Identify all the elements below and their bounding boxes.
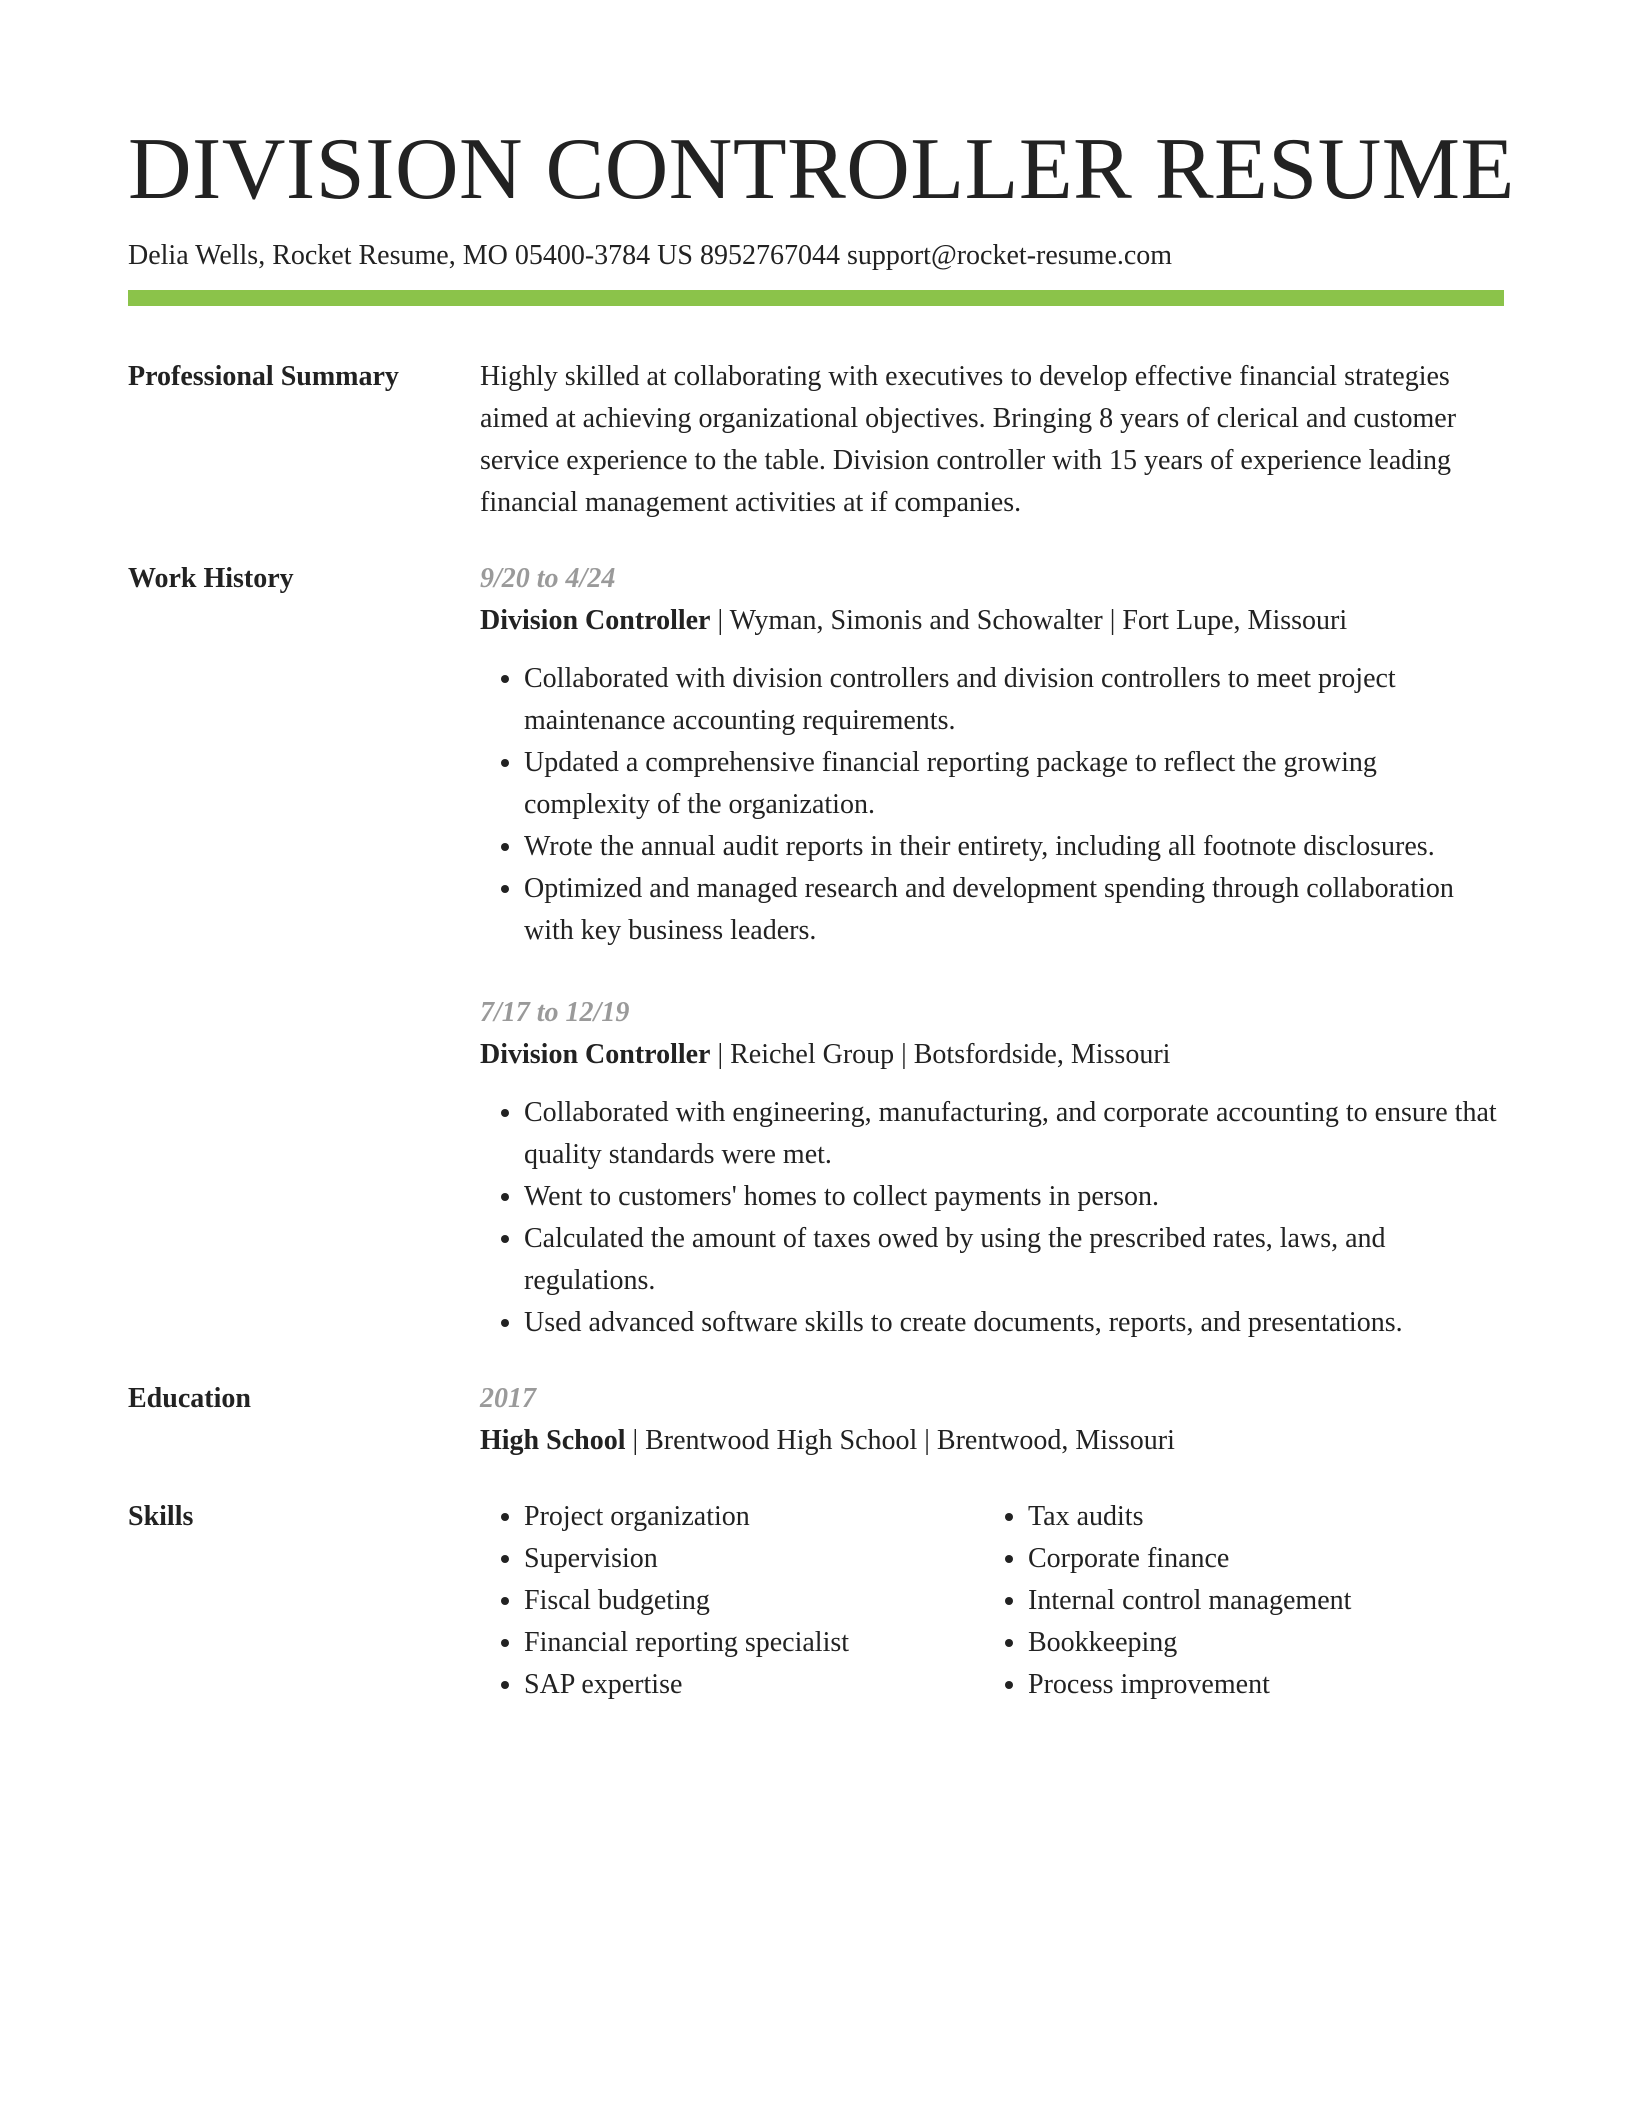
skills-section <box>128 1496 1504 1706</box>
list-item: • Collaborated with division controllers and division controllers to meet project maintenance accounting requirements. <box>524 658 1504 742</box>
job-bullets <box>480 1092 1504 1344</box>
education-section <box>128 1378 1504 1462</box>
skills-columns <box>480 1496 1504 1706</box>
list-item: • SAP expertise <box>524 1664 984 1706</box>
work-history-section <box>128 558 1504 1344</box>
list-item: • Fiscal budgeting <box>524 1580 984 1622</box>
job-title-line <box>480 600 1504 642</box>
education-line <box>480 1420 1504 1462</box>
list-item: • Tax audits <box>1028 1496 1504 1538</box>
section-label-education: Education <box>128 1383 251 1414</box>
list-item: • Calculated the amount of taxes owed by using the prescribed rates, laws, and regulations. <box>524 1218 1504 1302</box>
list-item: • Updated a comprehensive financial reporting package to reflect the growing complexity of the organization. <box>524 742 1504 826</box>
job-role: Division Controller <box>480 1039 711 1070</box>
list-item: • Supervision <box>524 1538 984 1580</box>
job-dates: 7/17 to 12/19 <box>480 997 630 1028</box>
list-item: • Process improvement <box>1028 1664 1504 1706</box>
contact-line: Delia Wells, Rocket Resume, MO 05400-3784 US 8952767044 support@rocket-resume.com <box>128 240 1173 271</box>
list-item: • Financial reporting specialist <box>524 1622 984 1664</box>
skills-list-right <box>984 1496 1504 1706</box>
header-divider <box>128 290 1504 306</box>
work-history-content <box>480 558 1504 1344</box>
list-item: • Wrote the annual audit reports in their entirety, including all footnote disclosures. <box>524 826 1504 868</box>
job-title-line <box>480 1034 1504 1076</box>
list-item: • Optimized and managed research and development spending through collaboration with key business leaders. <box>524 868 1504 952</box>
job-entry <box>480 992 1504 1344</box>
skills-list-left <box>480 1496 984 1706</box>
section-label-work-history: Work History <box>128 563 294 594</box>
job-details: | Reichel Group | Botsfordside, Missouri <box>710 1039 1171 1070</box>
list-item: • Internal control management <box>1028 1580 1504 1622</box>
job-entry <box>480 558 1504 952</box>
summary-text: Highly skilled at collaborating with executives to develop effective financial strategies aimed at achieving organizational objectives. Bringing 8 years of clerical and customer service experience to the table. Division controller with 15 years of experience leading financial management activities at if companies. <box>480 361 1457 518</box>
section-label-skills: Skills <box>128 1501 194 1532</box>
education-degree: High School <box>480 1425 626 1456</box>
list-item: • Went to customers' homes to collect payments in person. <box>524 1176 1504 1218</box>
list-item: • Bookkeeping <box>1028 1622 1504 1664</box>
education-year: 2017 <box>480 1383 536 1414</box>
summary-section <box>128 356 1504 524</box>
list-item: • Project organization <box>524 1496 984 1538</box>
job-details: | Wyman, Simonis and Schowalter | Fort Lupe, Missouri <box>710 605 1348 636</box>
job-role: Division Controller <box>480 605 711 636</box>
job-dates: 9/20 to 4/24 <box>480 563 616 594</box>
education-details: | Brentwood High School | Brentwood, Missouri <box>625 1425 1175 1456</box>
page-title: DIVISION CONTROLLER RESUME <box>128 121 1515 218</box>
section-label-summary: Professional Summary <box>128 361 399 392</box>
list-item: • Used advanced software skills to create documents, reports, and presentations. <box>524 1302 1504 1344</box>
education-content <box>480 1378 1504 1462</box>
job-bullets <box>480 658 1504 952</box>
list-item: • Collaborated with engineering, manufacturing, and corporate accounting to ensure that quality standards were met. <box>524 1092 1504 1176</box>
list-item: • Corporate finance <box>1028 1538 1504 1580</box>
